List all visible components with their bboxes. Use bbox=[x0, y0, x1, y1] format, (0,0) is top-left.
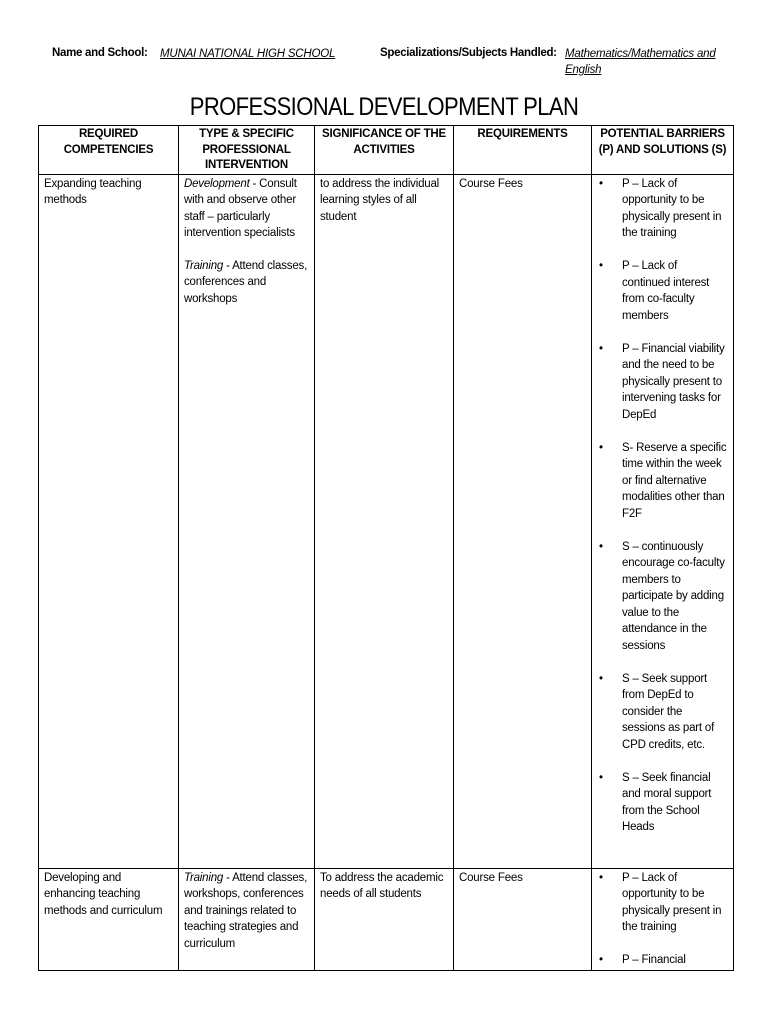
intervention-cell bbox=[179, 174, 315, 868]
table-row bbox=[39, 174, 734, 868]
competency-cell: Developing and enhancing teaching methods and curriculum bbox=[39, 868, 179, 970]
list-item: • P – Financial bbox=[597, 952, 728, 969]
intervention-text: - Attend classes, workshops, conferences and trainings related to teaching strategies and curriculum bbox=[184, 871, 308, 950]
list-item: • P – Lack of opportunity to be physically present in the training bbox=[597, 176, 728, 242]
barriers-cell bbox=[592, 868, 734, 970]
page-title: PROFESSIONAL DEVELOPMENT PLAN bbox=[189, 92, 579, 121]
competency-cell: Expanding teaching methods bbox=[39, 174, 179, 868]
barriers-list bbox=[597, 176, 728, 836]
col-header-barriers: POTENTIAL BARRIERS (P) AND SOLUTIONS (S) bbox=[592, 126, 734, 175]
intervention-type: Training bbox=[184, 259, 224, 272]
requirements-cell: Course Fees bbox=[454, 868, 592, 970]
list-item: • P – Lack of opportunity to be physically present in the training bbox=[597, 870, 728, 936]
intervention-text: - Consult with and observe other staff – particularly intervention specialists bbox=[184, 177, 297, 239]
intervention-cell bbox=[179, 868, 315, 970]
requirements-cell: Course Fees bbox=[454, 174, 592, 868]
intervention-item bbox=[184, 258, 309, 308]
list-item: • S – Seek financial and moral support from the School Heads bbox=[597, 770, 728, 836]
development-plan-table bbox=[38, 125, 734, 971]
list-item: • P – Financial viability and the need to be physically present to intervening tasks for DepEd bbox=[597, 341, 728, 424]
intervention-item bbox=[184, 176, 309, 242]
significance-cell: To address the academic needs of all students bbox=[315, 868, 454, 970]
col-header-competencies: REQUIRED COMPETENCIES bbox=[39, 126, 179, 175]
significance-cell: to address the individual learning styles of all student bbox=[315, 174, 454, 868]
list-item: • S- Reserve a specific time within the week or find alternative modalities other than F2F bbox=[597, 440, 728, 523]
list-item: • P – Lack of continued interest from co-faculty members bbox=[597, 258, 728, 324]
intervention-text: - Attend classes, conferences and workshops bbox=[184, 259, 308, 305]
barriers-cell bbox=[592, 174, 734, 868]
col-header-significance: SIGNIFICANCE OF THE ACTIVITIES bbox=[315, 126, 454, 175]
name-school-value: MUNAI NATIONAL HIGH SCHOOL bbox=[160, 48, 336, 60]
list-item: • S – Seek support from DepEd to consider the sessions as part of CPD credits, etc. bbox=[597, 671, 728, 754]
intervention-type: Training bbox=[184, 871, 224, 884]
specializations-value: Mathematics/Mathematics and English bbox=[565, 48, 716, 76]
barriers-list bbox=[597, 870, 728, 969]
intervention-item bbox=[184, 870, 309, 953]
intervention-type: Development bbox=[184, 177, 250, 190]
table-row bbox=[39, 868, 734, 970]
specializations-label: Specializations/Subjects Handled: bbox=[380, 47, 557, 59]
col-header-requirements: REQUIREMENTS bbox=[454, 126, 592, 175]
table-header-row bbox=[39, 126, 734, 175]
name-school-label: Name and School: bbox=[52, 47, 148, 59]
col-header-intervention: TYPE & SPECIFIC PROFESSIONAL INTERVENTION bbox=[179, 126, 315, 175]
list-item: • S – continuously encourage co-faculty members to participate by adding value to the attendance in the sessions bbox=[597, 539, 728, 655]
